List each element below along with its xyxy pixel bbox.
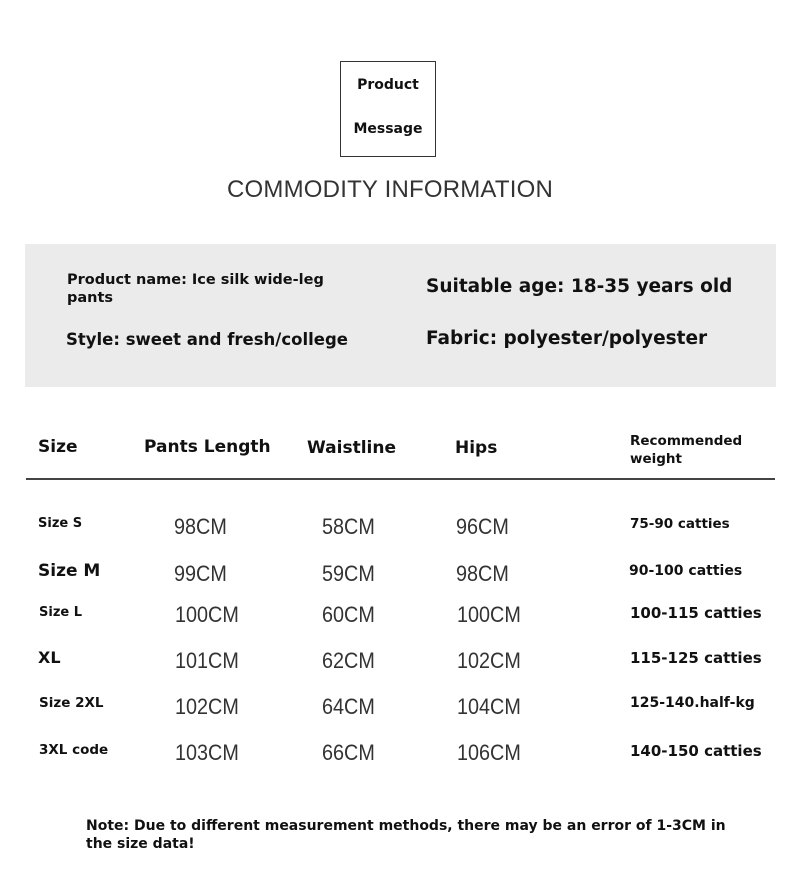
- waist-cell: 58CM: [322, 514, 375, 539]
- size-cell: XL: [38, 648, 61, 667]
- header-waistline: Waistline: [307, 438, 396, 458]
- badge-line-1: Product: [357, 77, 419, 93]
- length-cell: 102CM: [175, 694, 239, 719]
- waist-cell: 64CM: [322, 694, 375, 719]
- measurement-note: Note: Due to different measurement methods, there may be an error of 1-3CM in the size data!: [86, 818, 726, 852]
- header-recommended-weight: Recommended weight: [630, 433, 743, 467]
- header-hips: Hips: [455, 438, 498, 458]
- waist-cell: 66CM: [322, 740, 375, 765]
- hips-cell: 102CM: [457, 648, 521, 673]
- product-info-panel: [25, 244, 776, 387]
- length-cell: 101CM: [175, 648, 239, 673]
- size-cell: Size 2XL: [39, 695, 104, 711]
- weight-cell: 115-125 catties: [630, 649, 762, 667]
- weight-cell: 90-100 catties: [629, 563, 743, 579]
- suitable-age: Suitable age: 18-35 years old: [426, 276, 733, 297]
- waist-cell: 59CM: [322, 561, 375, 586]
- product-message-badge: [340, 61, 436, 157]
- badge-line-2: Message: [353, 121, 423, 137]
- product-style: Style: sweet and fresh/college: [66, 330, 348, 349]
- fabric: Fabric: polyester/polyester: [426, 328, 708, 349]
- page-title: COMMODITY INFORMATION: [227, 176, 553, 203]
- weight-cell: 100-115 catties: [630, 604, 762, 622]
- weight-cell: 75-90 catties: [630, 516, 730, 532]
- length-cell: 98CM: [174, 514, 227, 539]
- size-cell: 3XL code: [39, 742, 109, 758]
- waist-cell: 60CM: [322, 602, 375, 627]
- hips-cell: 100CM: [457, 602, 521, 627]
- product-name: Product name: Ice silk wide-leg pants: [67, 272, 324, 306]
- weight-cell: 140-150 catties: [630, 742, 762, 760]
- header-pants-length: Pants Length: [144, 437, 271, 457]
- length-cell: 103CM: [175, 740, 239, 765]
- waist-cell: 62CM: [322, 648, 375, 673]
- header-divider: [26, 478, 775, 480]
- length-cell: 100CM: [175, 602, 239, 627]
- hips-cell: 98CM: [456, 561, 509, 586]
- weight-cell: 125-140.half-kg: [630, 695, 755, 711]
- size-cell: Size S: [38, 516, 83, 531]
- hips-cell: 96CM: [456, 514, 509, 539]
- header-size: Size: [38, 437, 78, 457]
- size-cell: Size M: [38, 561, 101, 581]
- size-cell: Size L: [39, 605, 83, 620]
- hips-cell: 104CM: [457, 694, 521, 719]
- hips-cell: 106CM: [457, 740, 521, 765]
- length-cell: 99CM: [174, 561, 227, 586]
